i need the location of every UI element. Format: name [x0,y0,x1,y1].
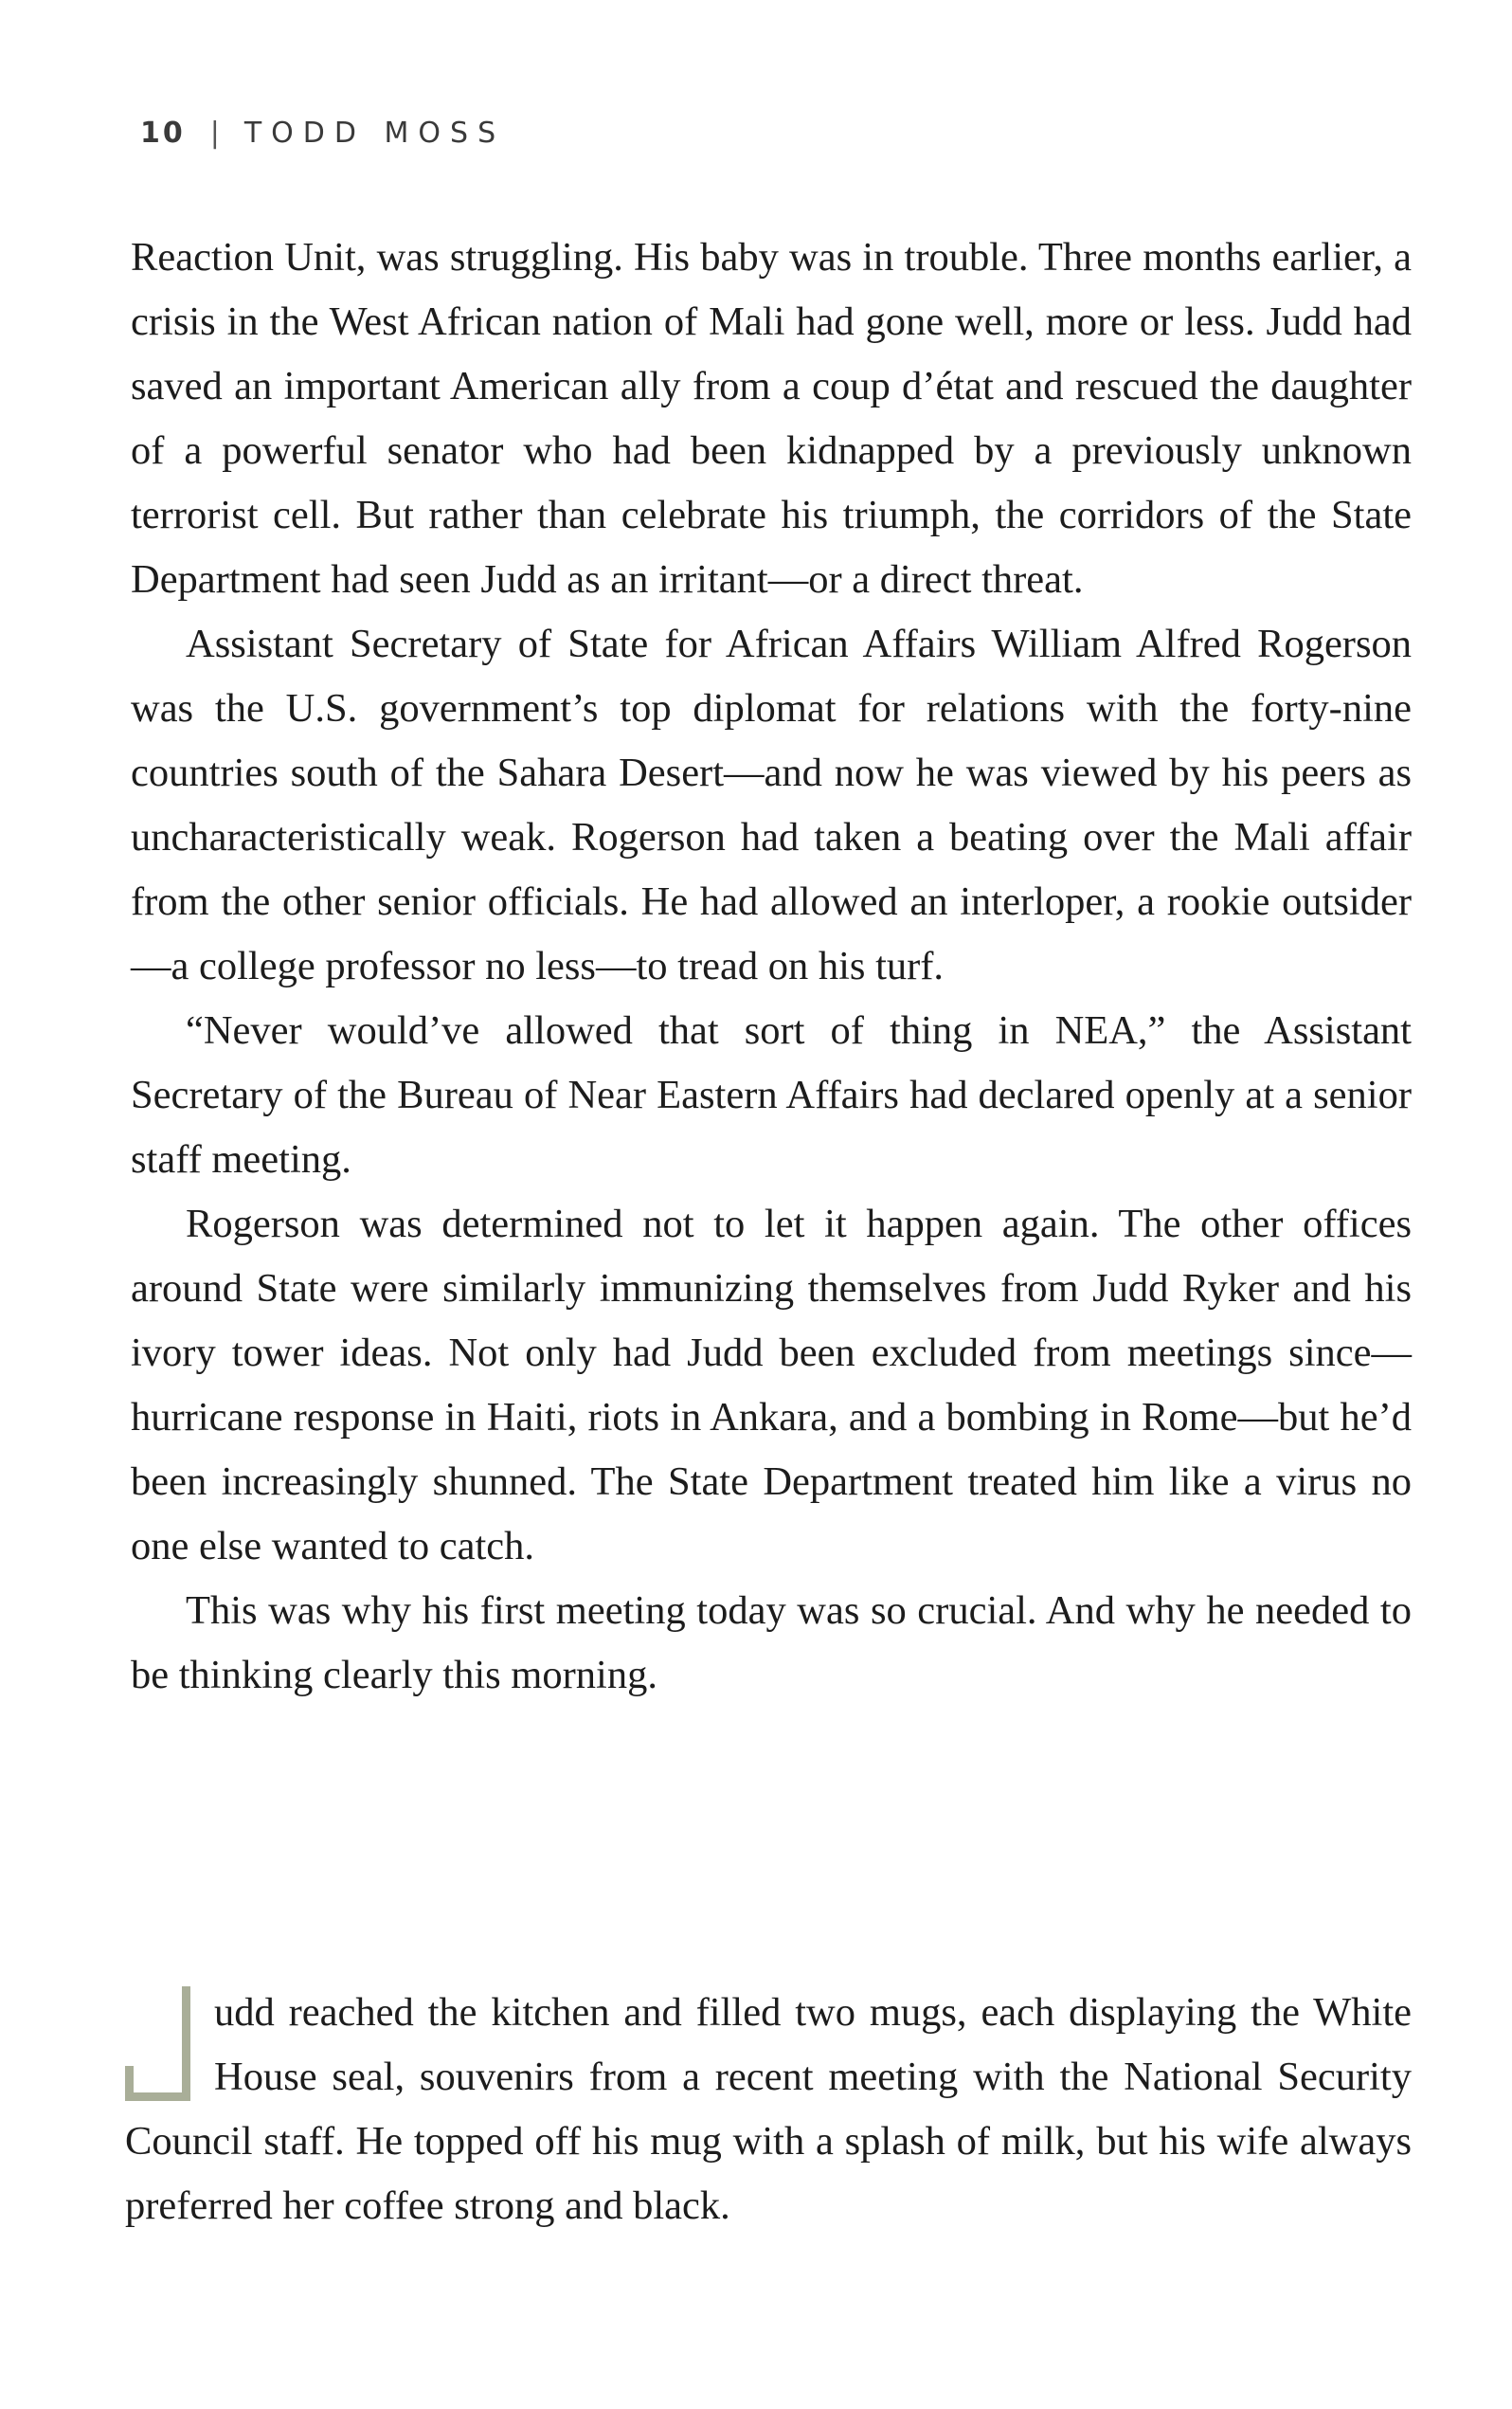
paragraph: Rogerson was determined not to let it happen again. The other offices around State were similarly immunizing themselves from Judd Ryker and his ivory tower ideas. Not only had Judd been excluded from meetings since—hurricane response in Haiti, riots in Ankara, and a bombing in Rome—but he’d been increasingly shunned. The State Department treated him like a virus no one else wanted to catch. [131,1202,1412,1568]
body-text [131,226,1412,1708]
header-separator: | [209,116,220,150]
running-head [140,114,505,152]
paragraph: “Never would’ve allowed that sort of thing in NEA,” the Assistant Secretary of the Bureau of Near Eastern Affairs had declared openly at a senior staff meeting. [131,1008,1412,1182]
drop-cap-glyph [125,1986,201,2108]
paragraph: Assistant Secretary of State for African Affairs William Alfred Rogerson was the U.S. government’s top diplomat for relations with the forty-nine countries south of the Sahara Desert—and now he was viewed by his peers as uncharacteristically weak. Rogerson had taken a beating over the Mali affair from the other senior officials. He had allowed an interloper, a rookie outsider—a college professor no less—to tread on his turf. [131,622,1412,988]
paragraph: This was why his first meeting today was so crucial. And why he needed to be thinking clearly this morning. [131,1588,1412,1697]
section-break-text [125,1981,1412,2238]
page-number: 10 [140,116,186,150]
author-name: TODD MOSS [243,116,506,150]
drop-cap [125,1986,201,2108]
paragraph: udd reached the kitchen and filled two mugs, each displaying the White House seal, souvenirs from a recent meeting with the National Security Council staff. He topped off his mug with a splash of milk, but his wife always preferred her coffee strong and black. [125,1990,1412,2228]
paragraph: Reaction Unit, was struggling. His baby was in trouble. Three months earlier, a crisis in the West African nation of Mali had gone well, more or less. Judd had saved an important American ally from a coup d’état and rescued the daughter of a powerful senator who had been kidnapped by a previously unknown terrorist cell. But rather than celebrate his triumph, the corridors of the State Department had seen Judd as an irritant—or a direct threat. [131,235,1412,602]
